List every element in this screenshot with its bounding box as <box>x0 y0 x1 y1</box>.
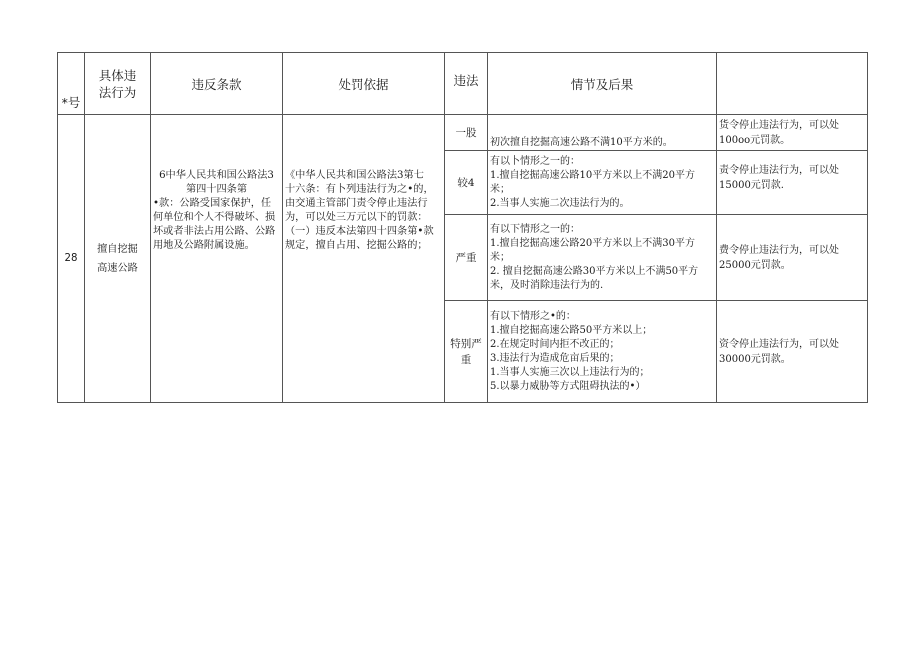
level-4-penalty-line-1: 资令停止违法行为，可以处 <box>719 338 839 350</box>
level-3-circumstance-line-1: 有以下情形之一的： <box>490 223 580 235</box>
level-4-circumstance-line-2: 1.擅自挖掘高速公路50平方米以上； <box>490 324 653 336</box>
level-2-circumstance-line-2: 1.擅自挖掘高速公路10平方米以上不满20平方 <box>490 169 695 181</box>
basis-line-6: 规定，擅自占用、挖掘公路的； <box>285 240 428 251</box>
level-3-penalty-line-2: 25000元罚款。 <box>719 259 791 271</box>
level-3-circumstance-line-2: 1.擅自挖掘高速公路20平方米以上不满30平方 <box>490 237 695 249</box>
level-2-circumstance-line-3: 米； <box>490 183 510 195</box>
row-behavior <box>85 115 151 403</box>
level-4-circumstance-line-5: 1.当事人实施三次以上违法行为的； <box>490 366 650 378</box>
level-3-circumstance <box>488 215 717 301</box>
basis-line-3: 由交通主管部门责令停止违法行 <box>285 198 428 209</box>
header-behavior <box>85 53 151 115</box>
level-4-circumstance <box>488 301 717 403</box>
level-label-3 <box>445 215 488 301</box>
article-line-3: •款：公路受国家保护，任 <box>153 198 272 209</box>
row-num: 28 <box>58 115 85 403</box>
level-4-label-line-1: 特别严 <box>450 337 482 350</box>
header-behavior-line1: 具体违 <box>98 67 137 83</box>
basis-line-2: 十六条：有卜列违法行为之•的， <box>285 184 434 195</box>
penalty-standard-table-page <box>57 52 867 403</box>
level-4-penalty-line-2: 30000元罚款。 <box>719 353 791 365</box>
article-line-4: 何单位和个人不得破坏、损 <box>153 212 276 223</box>
level-2-penalty-line-1: 责令停止违法行为，可以处 <box>719 165 839 176</box>
header-row <box>58 53 868 115</box>
level-1-penalty <box>717 115 868 151</box>
header-basis: 处罚依据 <box>283 53 445 115</box>
penalty-standard-table <box>57 52 868 403</box>
header-circumstance: 情节及后果 <box>488 53 717 115</box>
level-label-2 <box>445 151 488 215</box>
level-4-label-line-2: 重 <box>460 353 472 366</box>
article-line-2: 第四十四条第 <box>185 184 248 195</box>
header-level: 违法 <box>445 53 488 115</box>
header-article: 违反条款 <box>151 53 283 115</box>
article-line-1: 6中华人民共和国公路法3 <box>159 170 274 181</box>
level-2-penalty-line-2: 15000元罚款. <box>719 180 784 191</box>
level-1-label: 一股 <box>455 126 477 139</box>
level-1-circumstance-line-1: 初次擅自挖掘高速公路不满10平方米的。 <box>490 137 673 148</box>
level-label-4 <box>445 301 488 403</box>
level-2-circumstance-line-4: 2.当事人实施二次违法行为的。 <box>490 197 630 209</box>
row-article <box>151 115 283 403</box>
level-2-circumstance <box>488 151 717 215</box>
level-3-circumstance-line-5: 米，及时消除违法行为的. <box>490 279 604 291</box>
level-1-penalty-line-2: 100oo元罚款。 <box>719 134 791 146</box>
level-3-penalty-line-1: 费令停止违法行为，可以处 <box>719 244 839 256</box>
level-1-circumstance <box>488 115 717 151</box>
header-penalty <box>717 53 868 115</box>
level-3-penalty <box>717 215 868 301</box>
basis-line-5: （一）违反本法第四十四条第•款 <box>285 226 434 237</box>
header-num: *号 <box>58 53 85 115</box>
level-2-circumstance-line-1: 有以卜情形之一的： <box>490 155 580 167</box>
level-2-penalty <box>717 151 868 215</box>
basis-line-4: 为，可以处三万元以下的罚款： <box>285 212 428 223</box>
table-row-level-1 <box>58 115 868 151</box>
article-line-5: 坏或者非法占用公路、公路 <box>153 226 276 237</box>
level-4-penalty <box>717 301 868 403</box>
level-label-1 <box>445 115 488 151</box>
level-3-circumstance-line-4: 2. 擅自挖掘高速公路30平方米以上不满50平方 <box>490 265 699 277</box>
level-1-penalty-line-1: 货令停止违法行为，可以处 <box>719 119 839 131</box>
article-line-6: 用地及公路附属设施。 <box>153 240 255 251</box>
level-4-circumstance-line-4: 3.违法行为造成危亩后果的； <box>490 352 620 364</box>
level-2-label: 较4 <box>457 176 475 189</box>
row-behavior-line1: 擅自挖掘 <box>97 243 138 255</box>
level-3-label: 严重 <box>455 251 477 264</box>
row-behavior-line2: 高速公路 <box>97 262 138 274</box>
header-behavior-line2: 法行为 <box>98 84 137 100</box>
row-basis <box>283 115 445 403</box>
level-3-circumstance-line-3: 米； <box>490 251 510 263</box>
level-4-circumstance-line-1: 有以下情形之•的： <box>490 310 576 322</box>
level-4-circumstance-line-6: 5.以暴力威胁等方式阻碍执法的•） <box>490 380 646 392</box>
level-4-circumstance-line-3: 2.在规定时间内拒不改正的； <box>490 338 620 350</box>
basis-line-1: 《中华人民共和国公路法3第七 <box>285 170 424 181</box>
